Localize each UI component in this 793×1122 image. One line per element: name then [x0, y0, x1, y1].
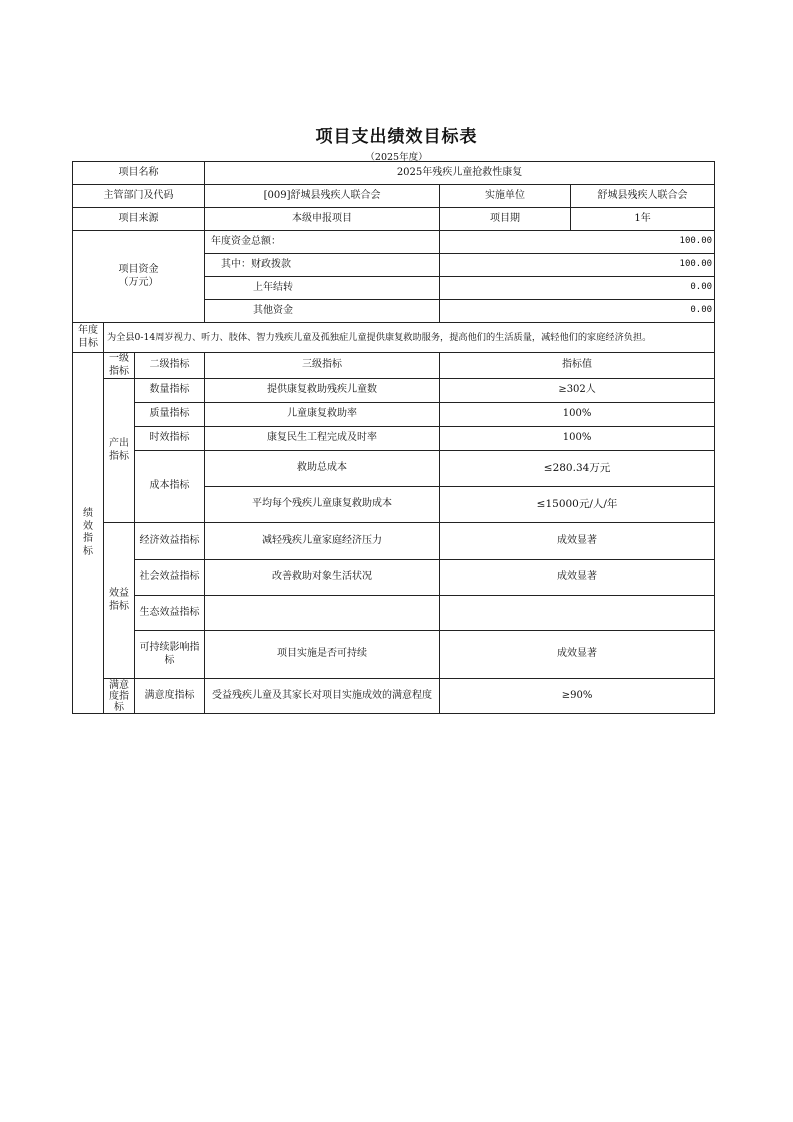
funds-other-label: 其他资金	[205, 300, 440, 323]
period-value: 1年	[571, 208, 715, 231]
indicator-level2: 数量指标	[135, 379, 205, 403]
indicator-level3: 受益残疾儿童及其家长对项目实施成效的满意程度	[205, 679, 440, 714]
funds-total-label: 年度资金总额：	[205, 231, 440, 254]
indicator-level3: 减轻残疾儿童家庭经济压力	[205, 523, 440, 560]
annual-goal-label-line2: 目标	[78, 337, 98, 349]
funds-carryover-value: 0.00	[440, 277, 715, 300]
indicator-row	[73, 523, 715, 560]
funds-label	[73, 231, 205, 323]
header-level2: 二级指标	[135, 353, 205, 379]
funds-other-value: 0.00	[440, 300, 715, 323]
indicator-level3: 救助总成本	[205, 451, 440, 487]
indicator-value: 100%	[440, 403, 715, 427]
indicator-row	[73, 427, 715, 451]
indicator-level2: 社会效益指标	[135, 560, 205, 596]
header-level3: 三级指标	[205, 353, 440, 379]
indicator-level2: 满意度指标	[135, 679, 205, 714]
year-label: （2025年度）	[365, 152, 428, 163]
implementer-label: 实施单位	[440, 185, 571, 208]
header-value: 指标值	[440, 353, 715, 379]
indicator-value: 成效显著	[440, 560, 715, 596]
header-level1: 一级 指标	[104, 353, 135, 379]
indicator-level3	[205, 596, 440, 631]
project-name-value: 2025年残疾儿童抢救性康复	[205, 162, 715, 185]
page-title: 项目支出绩效目标表	[315, 127, 478, 147]
funds-carryover-label: 上年结转	[205, 277, 440, 300]
indicator-header-row	[73, 353, 715, 379]
indicator-level3: 项目实施是否可持续	[205, 631, 440, 679]
annual-goal-text: 为全县0-14周岁视力、听力、肢体、智力残疾儿童及孤独症儿童提供康复救助服务，提高他们的生活质量，减轻他们的家庭经济负担。	[104, 323, 715, 353]
funds-label-line1: 项目资金	[118, 264, 159, 275]
indicator-value: ≥302人	[440, 379, 715, 403]
funds-total-value: 100.00	[440, 231, 715, 254]
funds-fiscal-label: 其中：财政拨款	[205, 254, 440, 277]
funds-label-line2: （万元）	[118, 276, 159, 288]
project-name-label: 项目名称	[73, 162, 205, 185]
indicator-level2: 质量指标	[135, 403, 205, 427]
department-row	[73, 185, 715, 208]
indicator-level2: 可持续影响指标	[135, 631, 205, 679]
indicator-value: ≤280.34万元	[440, 451, 715, 487]
annual-goal-label	[73, 323, 104, 353]
department-value: [009]舒城县残疾人联合会	[205, 185, 440, 208]
indicator-value: 100%	[440, 427, 715, 451]
indicator-row	[73, 403, 715, 427]
performance-table	[72, 161, 715, 714]
indicator-row	[73, 451, 715, 487]
source-label: 项目来源	[73, 208, 205, 231]
satisfaction-indicator-label: 满意 度指 标	[104, 679, 135, 714]
source-value: 本级申报项目	[205, 208, 440, 231]
indicator-level3: 平均每个残疾儿童康复救助成本	[205, 487, 440, 523]
indicator-row	[73, 379, 715, 403]
indicator-level2: 经济效益指标	[135, 523, 205, 560]
indicator-level3: 康复民生工程完成及时率	[205, 427, 440, 451]
indicators-group-label: 绩 效 指 标	[73, 353, 104, 714]
indicator-level3: 改善救助对象生活状况	[205, 560, 440, 596]
annual-goal-row	[73, 323, 715, 353]
indicator-value: 成效显著	[440, 523, 715, 560]
implementer-value: 舒城县残疾人联合会	[571, 185, 715, 208]
indicator-level3: 提供康复救助残疾儿童数	[205, 379, 440, 403]
output-indicator-label: 产出 指标	[104, 379, 135, 523]
indicator-level2: 时效指标	[135, 427, 205, 451]
source-row	[73, 208, 715, 231]
indicator-row	[73, 560, 715, 596]
project-name-row	[73, 162, 715, 185]
cost-indicator-label: 成本指标	[135, 451, 205, 523]
indicator-row	[73, 596, 715, 631]
indicator-level3: 儿童康复救助率	[205, 403, 440, 427]
funds-fiscal-value: 100.00	[440, 254, 715, 277]
indicator-value	[440, 596, 715, 631]
indicator-row	[73, 679, 715, 714]
department-label: 主管部门及代码	[73, 185, 205, 208]
indicator-row	[73, 631, 715, 679]
benefit-indicator-label: 效益 指标	[104, 523, 135, 679]
annual-goal-label-line1: 年度	[78, 325, 98, 336]
funds-row	[73, 231, 715, 254]
period-label: 项目期	[440, 208, 571, 231]
indicator-value: ≤15000元/人/年	[440, 487, 715, 523]
indicator-level2: 生态效益指标	[135, 596, 205, 631]
indicator-value: ≥90%	[440, 679, 715, 714]
indicator-value: 成效显著	[440, 631, 715, 679]
